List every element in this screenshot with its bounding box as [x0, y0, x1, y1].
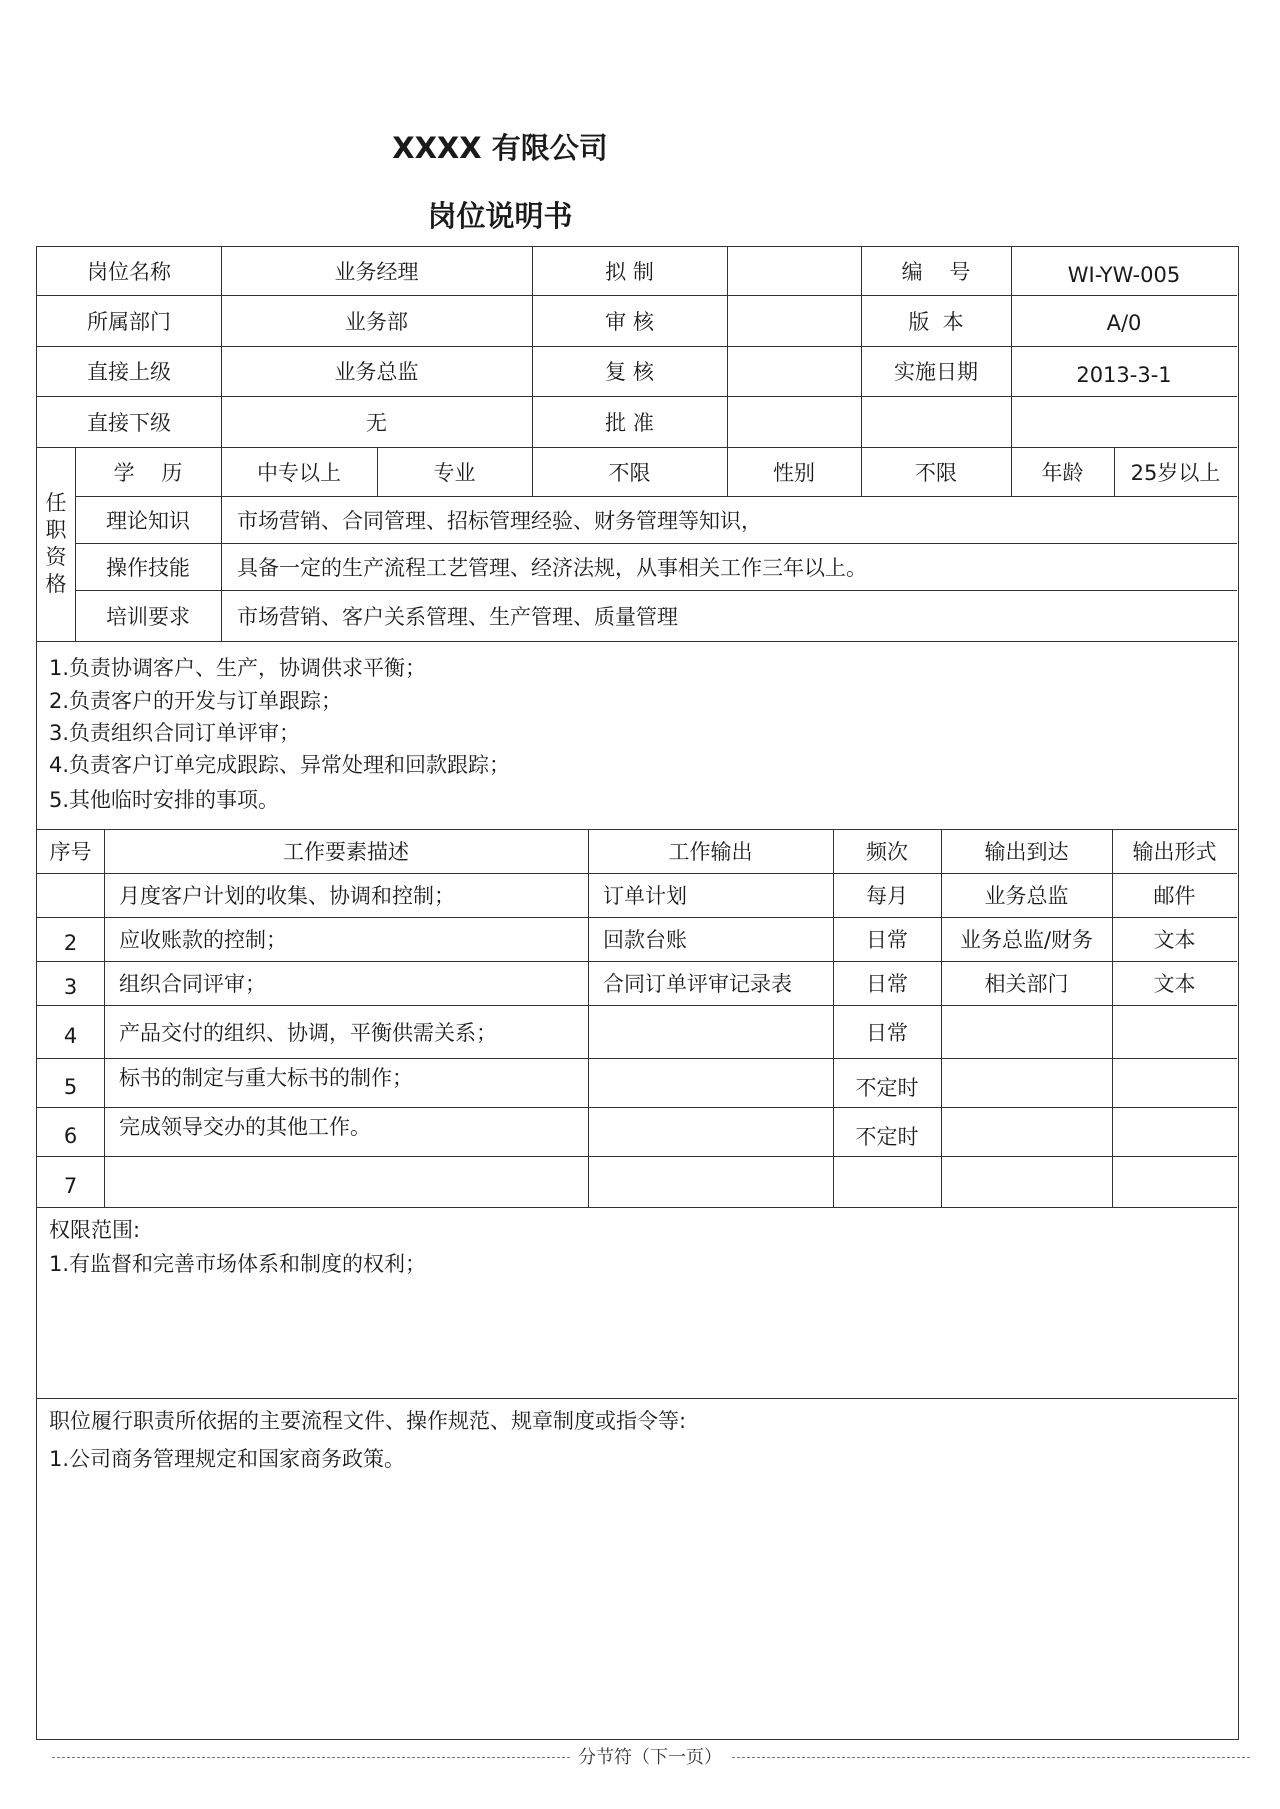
value-knowledge: 市场营销、合同管理、招标管理经验、财务管理等知识，: [237, 508, 762, 533]
row-output: 回款台账: [603, 928, 687, 952]
row-frequency: 日常: [866, 972, 908, 996]
row-destination: [941, 1005, 1112, 1058]
value-direct-subordinate: 无: [366, 410, 387, 435]
duty-item: 3.负责组织合同订单评审；: [49, 721, 301, 745]
header-seq: 序号: [49, 840, 92, 864]
header-destination: 输出到达: [984, 840, 1069, 864]
label-gender: 性别: [773, 460, 815, 485]
basis-label: 职位履行职责所依据的主要流程文件、操作规范、规章制度或指令等:: [49, 1409, 687, 1433]
header-description: 工作要素描述: [283, 840, 409, 864]
duty-item: 2.负责客户的开发与订单跟踪；: [49, 689, 343, 713]
header-format: 输出形式: [1132, 840, 1217, 864]
label-knowledge: 理论知识: [106, 508, 190, 533]
row-format: [1112, 1005, 1237, 1058]
row-destination: [941, 1107, 1112, 1156]
row-seq: 5: [63, 1074, 78, 1099]
value-gender: 不限: [915, 460, 957, 485]
row-description: 月度客户计划的收集、协调和控制；: [119, 884, 455, 908]
header-frequency: 频次: [866, 840, 908, 864]
label-education: 学 历: [113, 460, 183, 485]
value-rechecked: [727, 346, 861, 396]
row-destination: 业务总监: [984, 884, 1069, 908]
value-reviewed: [727, 295, 861, 346]
row-seq: 7: [63, 1173, 78, 1198]
row-format: [1112, 1058, 1237, 1107]
qualification-group-label: 任 职 资 格: [45, 491, 67, 596]
value-version: A/0: [1106, 310, 1142, 335]
row-description: 应收账款的控制；: [119, 928, 287, 952]
value-number: WI-YW-005: [1067, 263, 1181, 287]
header-output: 工作输出: [668, 840, 753, 864]
label-rechecked: 复 核: [605, 360, 654, 384]
row-seq: 4: [63, 1023, 78, 1048]
label-direct-subordinate: 直接下级: [87, 410, 171, 435]
row-seq: [37, 873, 104, 917]
row-seq: 6: [63, 1123, 78, 1148]
label-direct-superior: 直接上级: [87, 360, 171, 384]
duty-item: 4.负责客户订单完成跟踪、异常处理和回款跟踪；: [49, 753, 511, 777]
label-training: 培训要求: [106, 604, 190, 629]
value-training: 市场营销、客户关系管理、生产管理、质量管理: [237, 604, 678, 629]
document-title: 岗位说明书: [427, 199, 573, 233]
value-department: 业务部: [345, 309, 408, 334]
label-version: 版 本: [908, 309, 964, 334]
label-major: 专业: [433, 460, 476, 485]
duty-item: 1.负责协调客户、生产，协调供求平衡；: [49, 656, 427, 680]
row-output: 订单计划: [603, 884, 687, 908]
label-age: 年龄: [1041, 460, 1084, 485]
row-destination: [941, 1058, 1112, 1107]
authority-item: 1.有监督和完善市场体系和制度的权利；: [49, 1252, 427, 1276]
label-approved: 批 准: [605, 410, 654, 435]
row-format: [1112, 1107, 1237, 1156]
value-skills: 具备一定的生产流程工艺管理、经济法规，从事相关工作三年以上。: [237, 555, 867, 580]
row-frequency: 每月: [866, 884, 908, 908]
row-seq: 2: [63, 931, 78, 955]
value-direct-superior: 业务总监: [334, 360, 419, 384]
row-frequency: [833, 1156, 941, 1207]
row-seq: 3: [63, 975, 78, 999]
row-destination: [941, 1156, 1112, 1207]
row-description: 组织合同评审；: [119, 972, 266, 996]
label-department: 所属部门: [87, 309, 171, 334]
value-position-name: 业务经理: [334, 260, 419, 284]
cell-empty: [861, 396, 1011, 447]
value-drafted: [727, 247, 861, 295]
value-approved: [727, 396, 861, 447]
section-break-label: 分节符（下一页）: [570, 1743, 730, 1769]
row-frequency: 日常: [866, 1020, 908, 1045]
label-position-name: 岗位名称: [87, 260, 171, 284]
label-drafted: 拟 制: [605, 260, 654, 284]
row-description: 产品交付的组织、协调，平衡供需关系；: [119, 1020, 497, 1045]
label-effective-date: 实施日期: [894, 360, 978, 384]
row-format: 文本: [1153, 928, 1196, 952]
value-major: 不限: [608, 460, 651, 485]
row-destination: 相关部门: [984, 972, 1069, 996]
row-destination: 业务总监/财务: [959, 928, 1094, 952]
row-format: 邮件: [1153, 884, 1196, 908]
row-frequency: 日常: [866, 928, 908, 952]
row-output: 合同订单评审记录表: [603, 972, 792, 996]
company-title: XXXX 有限公司: [392, 131, 608, 165]
row-format: 文本: [1153, 972, 1196, 996]
value-age: 25岁以上: [1130, 460, 1221, 485]
job-description-table: [36, 246, 1239, 1740]
row-format: [1112, 1156, 1237, 1207]
row-description: 完成领导交办的其他工作。: [119, 1114, 371, 1139]
row-frequency: 不定时: [855, 1075, 919, 1100]
row-frequency: 不定时: [855, 1124, 919, 1149]
cell-empty: [1011, 396, 1237, 447]
duty-item: 5.其他临时安排的事项。: [49, 788, 280, 812]
value-education: 中专以上: [257, 460, 341, 485]
label-number: 编 号: [901, 260, 971, 284]
label-skills: 操作技能: [106, 555, 190, 580]
value-effective-date: 2013-3-1: [1076, 363, 1172, 387]
row-description: 标书的制定与重大标书的制作；: [119, 1065, 413, 1090]
authority-label: 权限范围:: [49, 1218, 141, 1242]
basis-item: 1.公司商务管理规定和国家商务政策。: [49, 1447, 406, 1471]
label-reviewed: 审 核: [605, 309, 654, 334]
